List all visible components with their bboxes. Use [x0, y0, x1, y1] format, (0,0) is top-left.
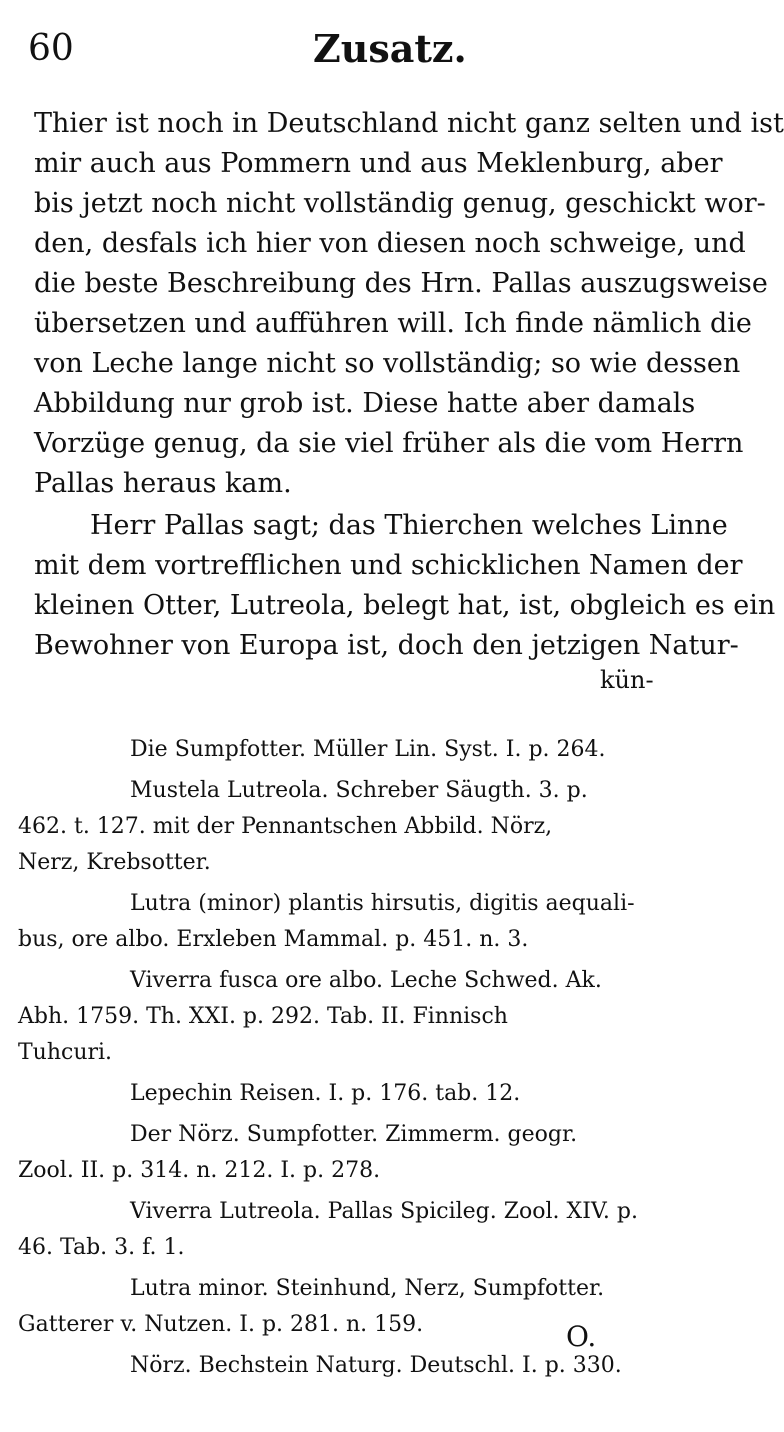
text-line: Abbildung nur grob ist. Diese hatte aber damals [34, 388, 696, 419]
reference-line: bus, ore albo. Erxleben Mammal. p. 451. n. 3. [18, 927, 529, 952]
reference-line: Zool. II. p. 314. n. 212. I. p. 278. [18, 1158, 381, 1183]
text-line: von Leche lange nicht so vollständig; so wie dessen [34, 348, 741, 379]
text-line: mir auch aus Pommern und aus Meklenburg, aber [34, 148, 723, 179]
reference-entry [18, 886, 684, 958]
text-line: die beste Beschreibung des Hrn. Pallas auszugsweise [34, 268, 768, 299]
reference-entry [18, 773, 684, 881]
reference-entry [18, 1194, 684, 1266]
text-line: Thier ist noch in Deutschland nicht ganz selten und ist [34, 108, 784, 139]
reference-line: Gatterer v. Nutzen. I. p. 281. n. 159. [18, 1312, 424, 1337]
reference-line: Viverra Lutreola. Pallas Spicileg. Zool. XIV. p. [130, 1199, 638, 1224]
text-line: Vorzüge genug, da sie viel früher als die vom Herrn [34, 428, 744, 459]
reference-list [18, 732, 684, 1389]
reference-line: 46. Tab. 3. f. 1. [18, 1235, 185, 1260]
reference-line: Viverra fusca ore albo. Leche Schwed. Ak. [130, 968, 602, 993]
running-head: Zusatz. [313, 26, 467, 71]
closing-mark: O. [566, 1320, 597, 1353]
reference-line: Nörz. Bechstein Naturg. Deutschl. I. p. 330. [130, 1353, 622, 1378]
reference-entry [18, 1117, 684, 1189]
text-line: Herr Pallas sagt; das Thierchen welches Linne [90, 510, 728, 541]
reference-line: Lutra minor. Steinhund, Nerz, Sumpfotter. [130, 1276, 605, 1301]
reference-entry [74, 732, 684, 768]
reference-line: Abh. 1759. Th. XXI. p. 292. Tab. II. Finnisch [18, 1004, 508, 1029]
reference-line: Tuhcuri. [18, 1040, 113, 1065]
paragraph-2 [34, 506, 776, 666]
reference-line: Lepechin Reisen. I. p. 176. tab. 12. [130, 1081, 521, 1106]
reference-line: Nerz, Krebsotter. [18, 850, 211, 875]
reference-line: Die Sumpfotter. Müller Lin. Syst. I. p. 264. [130, 737, 606, 762]
text-line: übersetzen und aufführen will. Ich finde nämlich die [34, 308, 752, 339]
text-line: kleinen Otter, Lutreola, belegt hat, ist, obgleich es ein [34, 590, 776, 621]
reference-entry [74, 1348, 684, 1384]
text-line: den, desfals ich hier von diesen noch schweige, und [34, 228, 746, 259]
paragraph-1 [34, 104, 784, 504]
text-line: Bewohner von Europa ist, doch den jetzigen Natur- [34, 630, 739, 661]
reference-entry [18, 963, 684, 1071]
reference-line: Der Nörz. Sumpfotter. Zimmerm. geogr. [130, 1122, 578, 1147]
page-number: 60 [28, 28, 74, 69]
page-header [28, 20, 680, 80]
text-line: bis jetzt noch nicht vollständig genug, geschickt wor- [34, 188, 766, 219]
reference-line: Mustela Lutreola. Schreber Säugth. 3. p. [130, 778, 588, 803]
reference-line: 462. t. 127. mit der Pennantschen Abbild. Nörz, [18, 814, 553, 839]
reference-line: Lutra (minor) plantis hirsutis, digitis aequali- [130, 891, 635, 916]
text-line: mit dem vortrefflichen und schicklichen Namen der [34, 550, 743, 581]
text-line: Pallas heraus kam. [34, 468, 292, 499]
catchword: kün- [600, 666, 654, 694]
reference-entry [74, 1076, 684, 1112]
